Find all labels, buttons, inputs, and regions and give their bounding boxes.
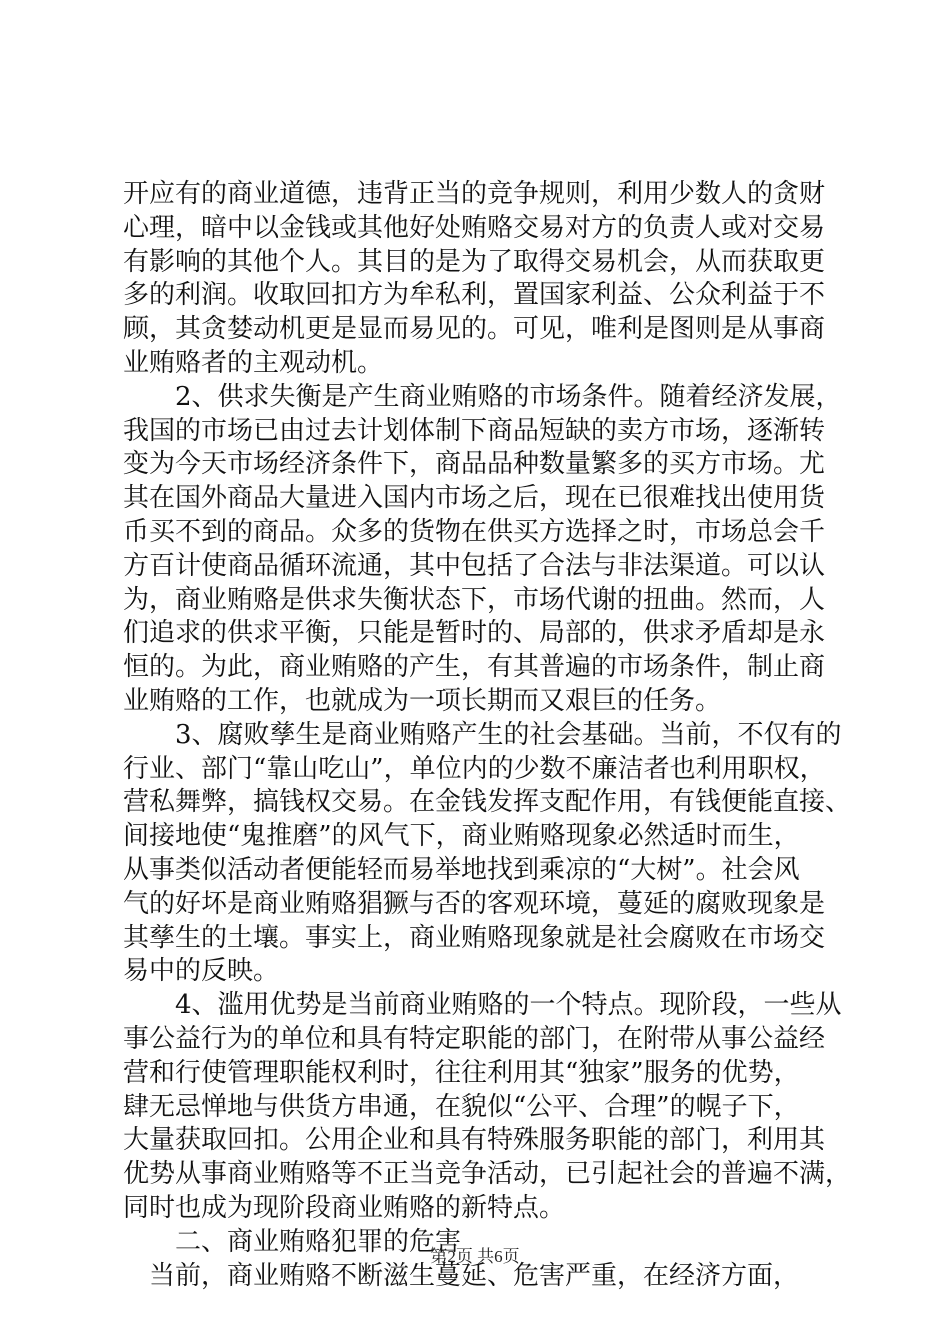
text-line: 开应有的商业道德，违背正当的竞争规则，利用少数人的贪财 (123, 179, 826, 209)
text-line: 同时也成为现阶段商业贿赂的新特点。 (123, 1192, 566, 1223)
text-line: 顾，其贪婪动机更是显而易见的。可见，唯利是图则是从事商 (123, 314, 826, 345)
text-line: 易中的反映。 (123, 956, 280, 987)
text-line: 从事类似活动者便能轻而易举地找到乘凉的“大树”。社会风 (123, 854, 800, 885)
text-line: 多的利润。收取回扣方为牟私利，置国家利益、公众利益于不 (123, 280, 826, 311)
text-line: 营和行使管理职能权利时，往往利用其“独家”服务的优势， (123, 1057, 800, 1088)
text-line: 币买不到的商品。众多的货物在供买方选择之时，市场总会千 (123, 516, 826, 547)
text-line: 优势从事商业贿赂等不正当竞争活动，已引起社会的普遍不满， (123, 1159, 852, 1190)
text-line: 大量获取回扣。公用企业和具有特殊服务职能的部门，利用其 (123, 1125, 826, 1156)
text-line: 其孳生的土壤。事实上，商业贿赂现象就是社会腐败在市场交 (123, 922, 826, 953)
text-line: 有影响的其他个人。其目的是为了取得交易机会，从而获取更 (123, 246, 826, 277)
text-line: 我国的市场已由过去计划体制下商品短缺的卖方市场，逐渐转 (123, 415, 826, 446)
text-line: 为，商业贿赂是供求失衡状态下，市场代谢的扭曲。然而，人 (123, 584, 826, 615)
text-line: 4、滥用优势是当前商业贿赂的一个特点。现阶段，一些从 (123, 990, 842, 1021)
text-line: 肆无忌惮地与供货方串通，在貌似“公平、合理”的幌子下， (123, 1091, 800, 1122)
text-line: 事公益行为的单位和具有特定职能的部门，在附带从事公益经 (123, 1023, 826, 1054)
text-line: 2、供求失衡是产生商业贿赂的市场条件。随着经济发展， (123, 381, 842, 412)
text-line: 心理，暗中以金钱或其他好处贿赂交易对方的负责人或对交易 (123, 212, 826, 243)
text-line: 变为今天市场经济条件下，商品品种数量繁多的买方市场。尤 (123, 449, 826, 480)
text-line: 方百计使商品循环流通，其中包括了合法与非法渠道。可以认 (123, 550, 826, 581)
text-line: 当前，商业贿赂不断滋生蔓延、危害严重，在经济方面， (123, 1260, 800, 1291)
text-line: 二、商业贿赂犯罪的危害 (123, 1226, 462, 1257)
text-line: 营私舞弊，搞钱权交易。在金钱发挥支配作用，有钱便能直接、 (123, 787, 852, 818)
text-line: 行业、部门“靠山吃山”，单位内的少数不廉洁者也利用职权， (123, 753, 826, 784)
text-line: 业贿赂的工作，也就成为一项长期而又艰巨的任务。 (123, 685, 722, 716)
text-line: 气的好坏是商业贿赂猖獗与否的客观环境，蔓延的腐败现象是 (123, 888, 826, 919)
page-footer: 第2页 共6页 (430, 1247, 520, 1266)
text-line: 们追求的供求平衡，只能是暂时的、局部的，供求矛盾却是永 (123, 618, 826, 649)
text-line: 其在国外商品大量进入国内市场之后，现在已很难找出使用货 (123, 483, 826, 514)
text-line: 业贿赂者的主观动机。 (123, 347, 384, 378)
text-line: 间接地使“鬼推磨”的风气下，商业贿赂现象必然适时而生， (123, 821, 800, 852)
text-line: 3、腐败孳生是商业贿赂产生的社会基础。当前，不仅有的 (123, 719, 842, 750)
text-line: 恒的。为此，商业贿赂的产生，有其普遍的市场条件，制止商 (123, 652, 826, 683)
document-body (123, 178, 852, 1293)
